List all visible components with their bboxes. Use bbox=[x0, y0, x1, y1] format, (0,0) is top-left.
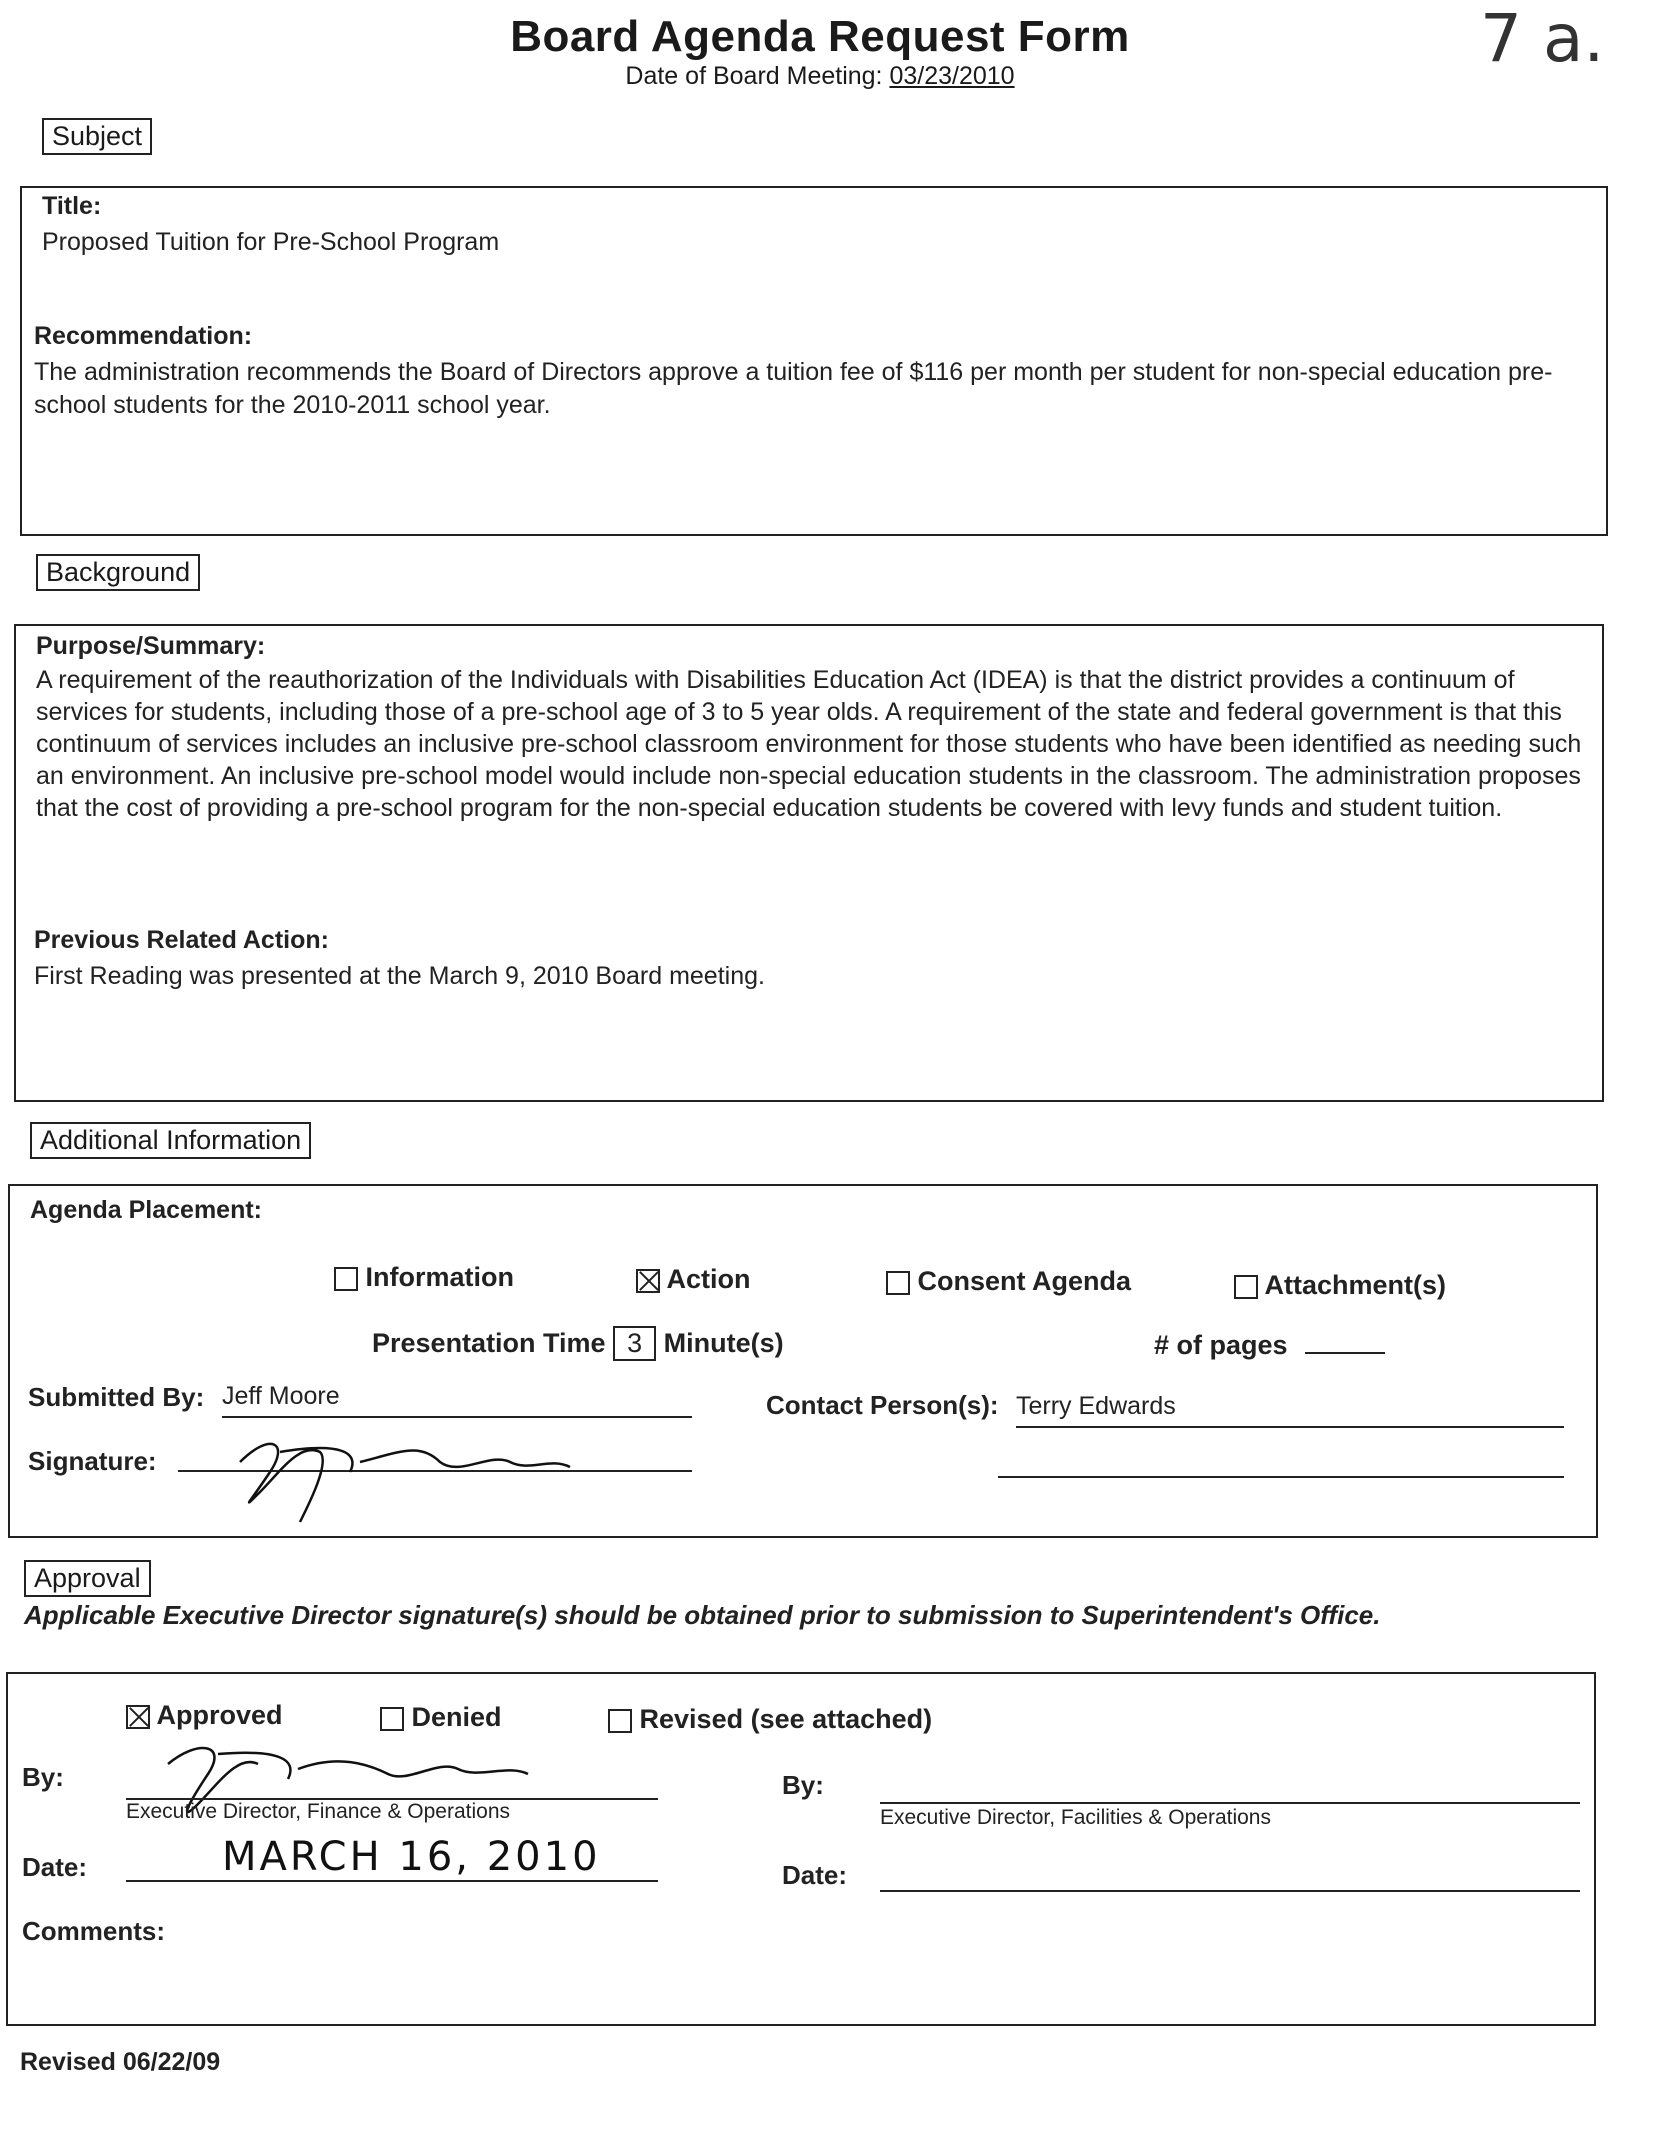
option-information[interactable] bbox=[334, 1262, 514, 1293]
revised-checkbox[interactable] bbox=[608, 1709, 632, 1733]
agenda-placement-label: Agenda Placement: bbox=[30, 1196, 263, 1224]
denied-label: Denied bbox=[411, 1702, 502, 1732]
signature-scribble bbox=[210, 1422, 580, 1532]
meeting-date-label: Date of Board Meeting: bbox=[625, 62, 883, 90]
section-label-subject: Subject bbox=[42, 118, 152, 155]
submitted-by-label: Submitted By: bbox=[28, 1382, 205, 1412]
approval-note: Applicable Executive Director signature(s) should be obtained prior to submission to Superintendent's Office. bbox=[24, 1600, 1381, 1630]
revised-label: Revised (see attached) bbox=[639, 1704, 933, 1734]
option-action[interactable] bbox=[636, 1264, 751, 1295]
submitted-by-field[interactable]: Jeff Moore bbox=[222, 1380, 692, 1418]
minutes-label: Minute(s) bbox=[663, 1328, 784, 1358]
option-denied[interactable] bbox=[380, 1702, 502, 1733]
action-checkbox[interactable] bbox=[636, 1269, 660, 1293]
consent-agenda-checkbox[interactable] bbox=[886, 1271, 910, 1295]
by-label-left: By: bbox=[22, 1762, 64, 1792]
section-label-approval: Approval bbox=[24, 1560, 151, 1597]
left-director-title: Executive Director, Finance & Operations bbox=[126, 1800, 511, 1823]
background-box bbox=[14, 624, 1604, 1102]
previous-action-text: First Reading was presented at the March 9, 2010 Board meeting. bbox=[34, 962, 765, 990]
pages-field[interactable] bbox=[1305, 1352, 1385, 1354]
additional-information-box bbox=[8, 1184, 1598, 1538]
form-title: Board Agenda Request Form bbox=[510, 12, 1130, 61]
right-director-title: Executive Director, Facilities & Operations bbox=[880, 1806, 1271, 1829]
information-checkbox[interactable] bbox=[334, 1267, 358, 1291]
approval-box bbox=[6, 1672, 1596, 2026]
denied-checkbox[interactable] bbox=[380, 1707, 404, 1731]
previous-action-label: Previous Related Action: bbox=[34, 926, 329, 954]
action-label: Action bbox=[666, 1264, 751, 1294]
consent-agenda-label: Consent Agenda bbox=[917, 1266, 1132, 1296]
option-approved[interactable] bbox=[126, 1700, 283, 1731]
recommendation-label: Recommendation: bbox=[34, 322, 253, 350]
section-label-additional-information: Additional Information bbox=[30, 1122, 311, 1159]
approval-date-left[interactable]: MARCH 16, 2010 bbox=[126, 1834, 658, 1882]
meeting-date-value: 03/23/2010 bbox=[889, 62, 1015, 90]
recommendation-text: The administration recommends the Board of Directors approve a tuition fee of $116 per month per student for non-special education pre-school students for the 2010-2011 school year. bbox=[34, 358, 1553, 419]
option-revised[interactable] bbox=[608, 1704, 932, 1735]
date-label-left: Date: bbox=[22, 1852, 88, 1882]
signature-label: Signature: bbox=[28, 1446, 157, 1476]
subject-box bbox=[20, 186, 1608, 536]
comments-label: Comments: bbox=[22, 1916, 166, 1946]
information-label: Information bbox=[365, 1262, 515, 1292]
option-attachments[interactable] bbox=[1234, 1270, 1446, 1301]
approved-checkbox[interactable] bbox=[126, 1705, 150, 1729]
section-label-background: Background bbox=[36, 554, 200, 591]
meeting-date-line bbox=[0, 62, 1640, 91]
option-consent-agenda[interactable] bbox=[886, 1266, 1131, 1297]
attachments-checkbox[interactable] bbox=[1234, 1275, 1258, 1299]
contact-person-label: Contact Person(s): bbox=[766, 1390, 999, 1420]
contact-signature-line[interactable] bbox=[998, 1476, 1564, 1478]
approved-label: Approved bbox=[156, 1700, 283, 1730]
by-label-right: By: bbox=[782, 1770, 824, 1800]
pages-label: # of pages bbox=[1154, 1330, 1288, 1360]
contact-person-field[interactable]: Terry Edwards bbox=[1016, 1390, 1564, 1428]
presentation-time-row bbox=[372, 1326, 784, 1361]
revised-date: Revised 06/22/09 bbox=[20, 2048, 221, 2076]
approval-date-right[interactable] bbox=[880, 1890, 1580, 1892]
date-label-right: Date: bbox=[782, 1860, 848, 1890]
title-value: Proposed Tuition for Pre-School Program bbox=[42, 228, 500, 256]
purpose-label: Purpose/Summary: bbox=[36, 632, 266, 660]
purpose-text: A requirement of the reauthorization of the Individuals with Disabilities Education Act (IDEA) is that the district provides a continuum of services for students, including those of a pre-school age of 3 to 5 year olds. A requirement of the state and federal government is that this continuum of services includes an inclusive pre-school classroom environment for those students who have been identified as needing such an environment. An inclusive pre-school model would include non-special education students in the classroom. The administration proposes that the cost of providing a pre-school program for the non-special education students be covered with levy funds and student tuition. bbox=[36, 666, 1582, 822]
page-mark: 7 a. bbox=[1480, 0, 1605, 77]
title-label: Title: bbox=[42, 192, 102, 220]
attachments-label: Attachment(s) bbox=[1264, 1270, 1447, 1300]
presentation-time-field[interactable]: 3 bbox=[613, 1326, 656, 1361]
pages-row bbox=[1154, 1330, 1385, 1361]
presentation-time-label: Presentation Time bbox=[372, 1328, 606, 1358]
approval-signature-line-right[interactable] bbox=[880, 1802, 1580, 1804]
